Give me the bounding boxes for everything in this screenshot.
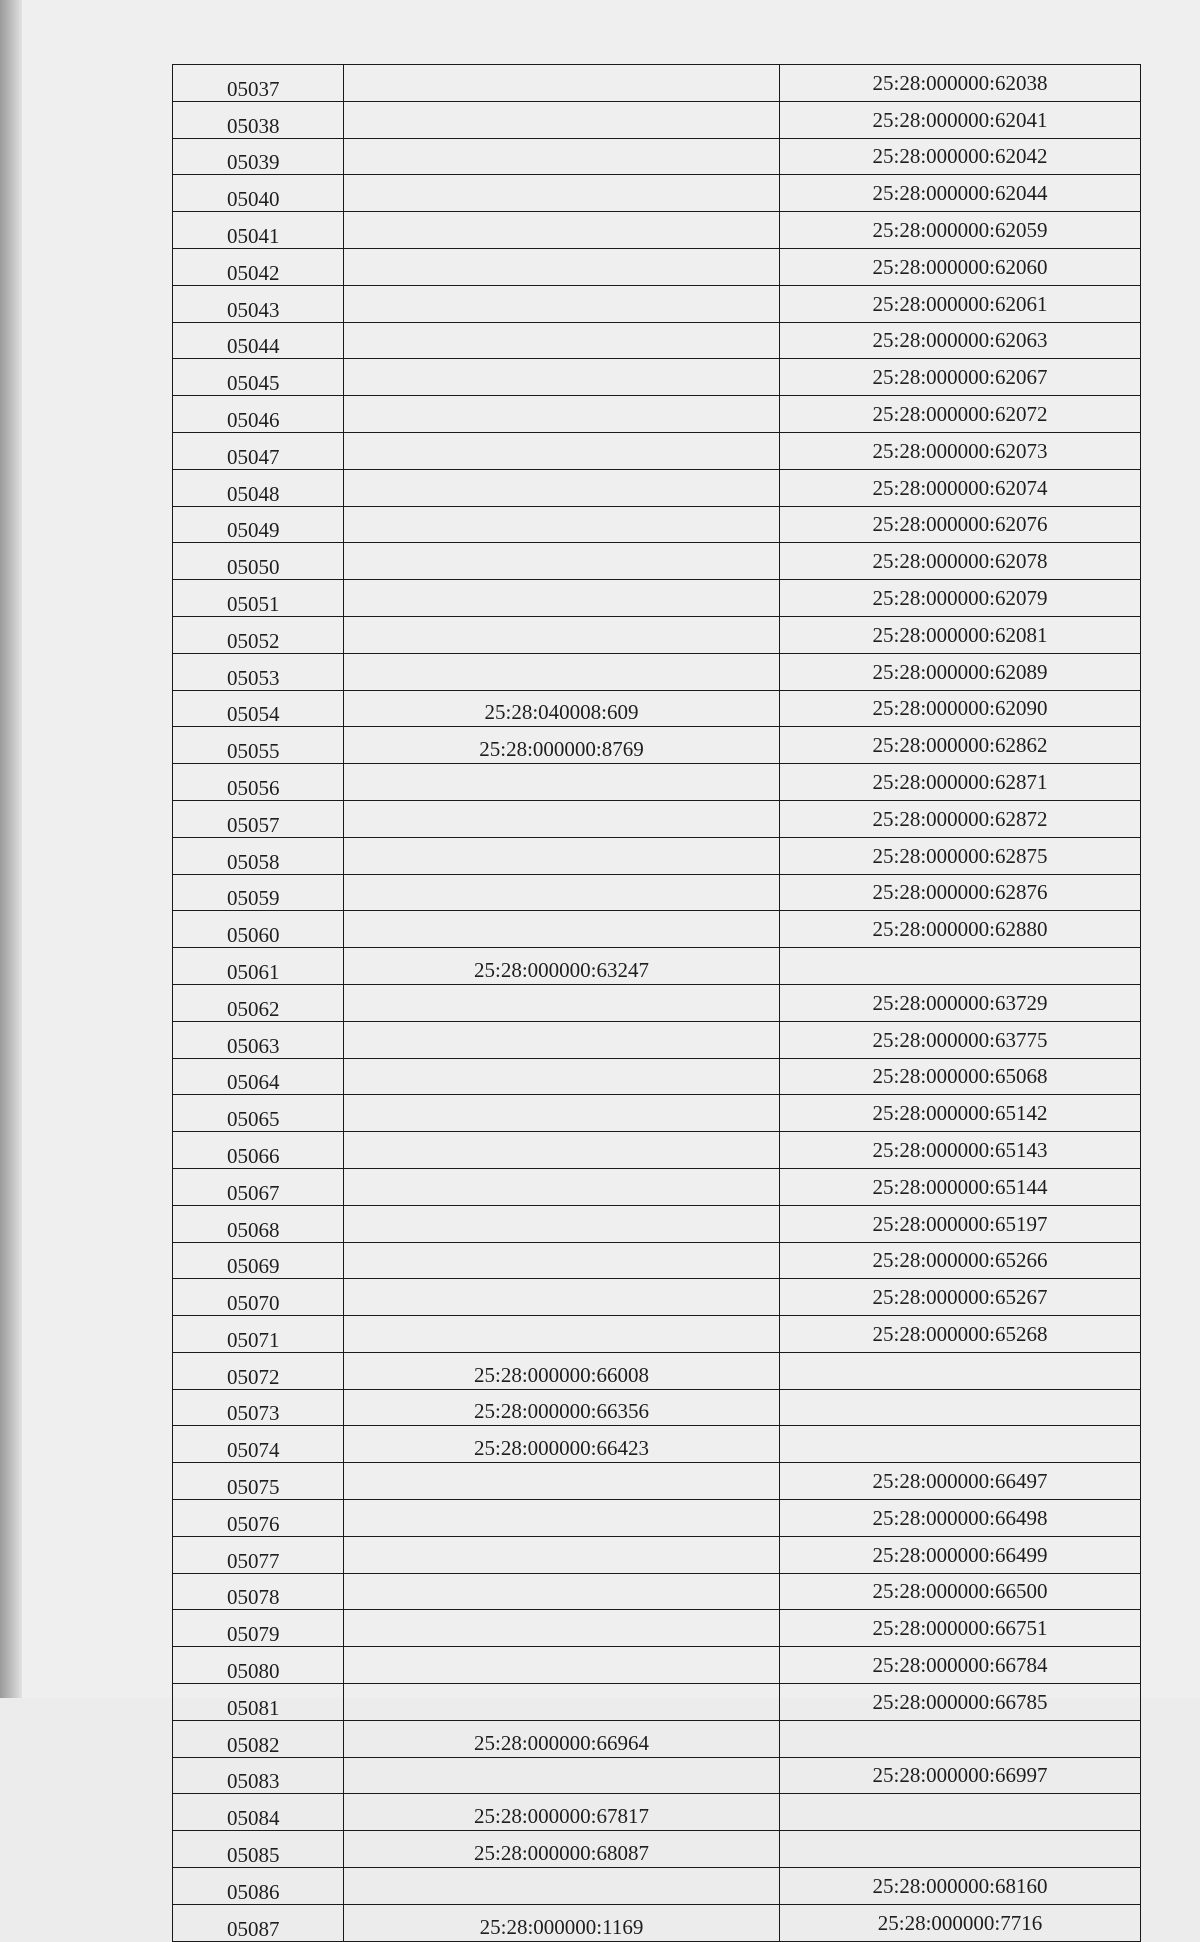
table-row <box>173 212 1141 249</box>
row-number-cell: 05057 <box>173 800 344 837</box>
cadastral-number-cell: 25:28:040008:609 <box>344 690 780 727</box>
cadastral-number-cell: 25:28:000000:68087 <box>344 1831 780 1868</box>
table-row <box>173 1168 1141 1205</box>
cadastral-number-cell <box>344 1500 780 1537</box>
related-cadastral-number-cell: 25:28:000000:63729 <box>780 984 1141 1021</box>
table-row <box>173 1647 1141 1684</box>
cadastral-number-cell <box>344 1132 780 1169</box>
table-row <box>173 1095 1141 1132</box>
cadastral-number-cell <box>344 1021 780 1058</box>
row-number-cell: 05059 <box>173 874 344 911</box>
cadastral-number-cell <box>344 1684 780 1721</box>
cadastral-number-cell <box>344 616 780 653</box>
related-cadastral-number-cell: 25:28:000000:62880 <box>780 911 1141 948</box>
row-number-cell: 05072 <box>173 1352 344 1389</box>
row-number-cell: 05064 <box>173 1058 344 1095</box>
related-cadastral-number-cell: 25:28:000000:66751 <box>780 1610 1141 1647</box>
table-row <box>173 1536 1141 1573</box>
table-row <box>173 1500 1141 1537</box>
cadastral-number-cell: 25:28:000000:66964 <box>344 1720 780 1757</box>
row-number-cell: 05050 <box>173 543 344 580</box>
cadastral-number-cell <box>344 1205 780 1242</box>
cadastral-table <box>172 64 1141 1942</box>
table-row <box>173 1205 1141 1242</box>
row-number-cell: 05058 <box>173 837 344 874</box>
row-number-cell: 05047 <box>173 432 344 469</box>
related-cadastral-number-cell: 25:28:000000:62042 <box>780 138 1141 175</box>
related-cadastral-number-cell: 25:28:000000:65068 <box>780 1058 1141 1095</box>
related-cadastral-number-cell: 25:28:000000:62078 <box>780 543 1141 580</box>
table-row <box>173 1831 1141 1868</box>
cadastral-number-cell <box>344 911 780 948</box>
table-body <box>173 65 1141 1942</box>
table-row <box>173 322 1141 359</box>
table-row <box>173 1316 1141 1353</box>
related-cadastral-number-cell: 25:28:000000:65144 <box>780 1168 1141 1205</box>
cadastral-number-cell <box>344 506 780 543</box>
cadastral-number-cell <box>344 874 780 911</box>
related-cadastral-number-cell: 25:28:000000:66498 <box>780 1500 1141 1537</box>
row-number-cell: 05068 <box>173 1205 344 1242</box>
cadastral-number-cell <box>344 1095 780 1132</box>
related-cadastral-number-cell: 25:28:000000:62061 <box>780 285 1141 322</box>
related-cadastral-number-cell: 25:28:000000:66500 <box>780 1573 1141 1610</box>
cadastral-number-cell <box>344 1168 780 1205</box>
table-row <box>173 727 1141 764</box>
cadastral-number-cell <box>344 1279 780 1316</box>
document-page <box>22 0 1200 1941</box>
related-cadastral-number-cell: 25:28:000000:66499 <box>780 1536 1141 1573</box>
cadastral-number-cell <box>344 653 780 690</box>
cadastral-number-cell <box>344 469 780 506</box>
cadastral-number-cell <box>344 175 780 212</box>
row-number-cell: 05046 <box>173 396 344 433</box>
row-number-cell: 05053 <box>173 653 344 690</box>
table-row <box>173 1021 1141 1058</box>
row-number-cell: 05084 <box>173 1794 344 1831</box>
cadastral-number-cell <box>344 580 780 617</box>
related-cadastral-number-cell: 25:28:000000:62041 <box>780 101 1141 138</box>
row-number-cell: 05037 <box>173 65 344 102</box>
row-number-cell: 05080 <box>173 1647 344 1684</box>
table-row <box>173 1757 1141 1794</box>
cadastral-number-cell <box>344 800 780 837</box>
row-number-cell: 05074 <box>173 1426 344 1463</box>
table-row <box>173 543 1141 580</box>
table-row <box>173 1389 1141 1426</box>
table-row <box>173 984 1141 1021</box>
cadastral-number-cell <box>344 1610 780 1647</box>
cadastral-number-cell <box>344 65 780 102</box>
row-number-cell: 05073 <box>173 1389 344 1426</box>
table-row <box>173 1242 1141 1279</box>
row-number-cell: 05070 <box>173 1279 344 1316</box>
cadastral-number-cell <box>344 1647 780 1684</box>
related-cadastral-number-cell: 25:28:000000:62074 <box>780 469 1141 506</box>
related-cadastral-number-cell: 25:28:000000:62060 <box>780 248 1141 285</box>
related-cadastral-number-cell: 25:28:000000:62876 <box>780 874 1141 911</box>
related-cadastral-number-cell: 25:28:000000:62038 <box>780 65 1141 102</box>
cadastral-number-cell: 25:28:000000:66356 <box>344 1389 780 1426</box>
related-cadastral-number-cell: 25:28:000000:62089 <box>780 653 1141 690</box>
table-row <box>173 1868 1141 1905</box>
scan-shadow-edge <box>0 0 22 1698</box>
table-row <box>173 874 1141 911</box>
table-row <box>173 1279 1141 1316</box>
cadastral-number-cell <box>344 359 780 396</box>
cadastral-number-cell <box>344 543 780 580</box>
related-cadastral-number-cell <box>780 1720 1141 1757</box>
cadastral-number-cell <box>344 1242 780 1279</box>
table-row <box>173 616 1141 653</box>
related-cadastral-number-cell: 25:28:000000:62044 <box>780 175 1141 212</box>
row-number-cell: 05041 <box>173 212 344 249</box>
table-row <box>173 580 1141 617</box>
row-number-cell: 05085 <box>173 1831 344 1868</box>
related-cadastral-number-cell <box>780 1352 1141 1389</box>
table-row <box>173 837 1141 874</box>
table-row <box>173 1794 1141 1831</box>
related-cadastral-number-cell: 25:28:000000:65267 <box>780 1279 1141 1316</box>
row-number-cell: 05086 <box>173 1868 344 1905</box>
table-row <box>173 1352 1141 1389</box>
row-number-cell: 05066 <box>173 1132 344 1169</box>
related-cadastral-number-cell: 25:28:000000:62073 <box>780 432 1141 469</box>
cadastral-number-cell <box>344 984 780 1021</box>
row-number-cell: 05038 <box>173 101 344 138</box>
cadastral-number-cell <box>344 1573 780 1610</box>
cadastral-number-cell <box>344 1757 780 1794</box>
table-row <box>173 911 1141 948</box>
table-row <box>173 138 1141 175</box>
table-row <box>173 285 1141 322</box>
row-number-cell: 05055 <box>173 727 344 764</box>
table-row <box>173 1684 1141 1721</box>
row-number-cell: 05083 <box>173 1757 344 1794</box>
related-cadastral-number-cell: 25:28:000000:63775 <box>780 1021 1141 1058</box>
related-cadastral-number-cell <box>780 948 1141 985</box>
related-cadastral-number-cell <box>780 1831 1141 1868</box>
row-number-cell: 05078 <box>173 1573 344 1610</box>
table-row <box>173 1610 1141 1647</box>
row-number-cell: 05054 <box>173 690 344 727</box>
table-row <box>173 1573 1141 1610</box>
cadastral-number-cell <box>344 432 780 469</box>
related-cadastral-number-cell: 25:28:000000:65268 <box>780 1316 1141 1353</box>
table-row <box>173 1904 1141 1941</box>
table-row <box>173 101 1141 138</box>
related-cadastral-number-cell: 25:28:000000:62090 <box>780 690 1141 727</box>
row-number-cell: 05081 <box>173 1684 344 1721</box>
row-number-cell: 05063 <box>173 1021 344 1058</box>
row-number-cell: 05042 <box>173 248 344 285</box>
row-number-cell: 05043 <box>173 285 344 322</box>
cadastral-number-cell: 25:28:000000:8769 <box>344 727 780 764</box>
row-number-cell: 05065 <box>173 1095 344 1132</box>
related-cadastral-number-cell: 25:28:000000:65266 <box>780 1242 1141 1279</box>
related-cadastral-number-cell: 25:28:000000:62862 <box>780 727 1141 764</box>
related-cadastral-number-cell: 25:28:000000:65143 <box>780 1132 1141 1169</box>
row-number-cell: 05044 <box>173 322 344 359</box>
table-row <box>173 175 1141 212</box>
row-number-cell: 05061 <box>173 948 344 985</box>
table-row <box>173 359 1141 396</box>
cadastral-number-cell <box>344 322 780 359</box>
row-number-cell: 05076 <box>173 1500 344 1537</box>
row-number-cell: 05087 <box>173 1904 344 1941</box>
table-row <box>173 653 1141 690</box>
cadastral-number-cell <box>344 212 780 249</box>
related-cadastral-number-cell <box>780 1426 1141 1463</box>
related-cadastral-number-cell: 25:28:000000:62079 <box>780 580 1141 617</box>
cadastral-number-cell <box>344 285 780 322</box>
cadastral-number-cell <box>344 396 780 433</box>
table-row <box>173 65 1141 102</box>
related-cadastral-number-cell: 25:28:000000:66997 <box>780 1757 1141 1794</box>
table-row <box>173 690 1141 727</box>
row-number-cell: 05040 <box>173 175 344 212</box>
table-row <box>173 948 1141 985</box>
row-number-cell: 05039 <box>173 138 344 175</box>
table-row <box>173 396 1141 433</box>
cadastral-number-cell <box>344 837 780 874</box>
related-cadastral-number-cell <box>780 1794 1141 1831</box>
related-cadastral-number-cell: 25:28:000000:62067 <box>780 359 1141 396</box>
cadastral-number-cell: 25:28:000000:67817 <box>344 1794 780 1831</box>
cadastral-number-cell: 25:28:000000:66423 <box>344 1426 780 1463</box>
row-number-cell: 05052 <box>173 616 344 653</box>
table-row <box>173 1720 1141 1757</box>
row-number-cell: 05082 <box>173 1720 344 1757</box>
row-number-cell: 05048 <box>173 469 344 506</box>
row-number-cell: 05062 <box>173 984 344 1021</box>
row-number-cell: 05049 <box>173 506 344 543</box>
cadastral-number-cell <box>344 1463 780 1500</box>
table-row <box>173 1463 1141 1500</box>
table-row <box>173 800 1141 837</box>
table-row <box>173 1132 1141 1169</box>
table-row <box>173 432 1141 469</box>
row-number-cell: 05051 <box>173 580 344 617</box>
related-cadastral-number-cell: 25:28:000000:65142 <box>780 1095 1141 1132</box>
cadastral-number-cell: 25:28:000000:1169 <box>344 1904 780 1941</box>
cadastral-number-cell <box>344 1536 780 1573</box>
row-number-cell: 05045 <box>173 359 344 396</box>
cadastral-number-cell <box>344 138 780 175</box>
related-cadastral-number-cell: 25:28:000000:68160 <box>780 1868 1141 1905</box>
cadastral-number-cell <box>344 764 780 801</box>
related-cadastral-number-cell: 25:28:000000:62076 <box>780 506 1141 543</box>
table-row <box>173 764 1141 801</box>
row-number-cell: 05079 <box>173 1610 344 1647</box>
row-number-cell: 05075 <box>173 1463 344 1500</box>
table-row <box>173 1058 1141 1095</box>
table-row <box>173 469 1141 506</box>
cadastral-number-cell <box>344 1058 780 1095</box>
cadastral-number-cell <box>344 1868 780 1905</box>
related-cadastral-number-cell: 25:28:000000:66784 <box>780 1647 1141 1684</box>
row-number-cell: 05077 <box>173 1536 344 1573</box>
table-row <box>173 1426 1141 1463</box>
related-cadastral-number-cell: 25:28:000000:7716 <box>780 1904 1141 1941</box>
row-number-cell: 05071 <box>173 1316 344 1353</box>
row-number-cell: 05067 <box>173 1168 344 1205</box>
cadastral-number-cell: 25:28:000000:63247 <box>344 948 780 985</box>
table-row <box>173 506 1141 543</box>
cadastral-number-cell <box>344 248 780 285</box>
related-cadastral-number-cell <box>780 1389 1141 1426</box>
related-cadastral-number-cell: 25:28:000000:66497 <box>780 1463 1141 1500</box>
row-number-cell: 05060 <box>173 911 344 948</box>
related-cadastral-number-cell: 25:28:000000:62872 <box>780 800 1141 837</box>
cadastral-number-cell <box>344 1316 780 1353</box>
row-number-cell: 05069 <box>173 1242 344 1279</box>
related-cadastral-number-cell: 25:28:000000:66785 <box>780 1684 1141 1721</box>
cadastral-number-cell <box>344 101 780 138</box>
related-cadastral-number-cell: 25:28:000000:62871 <box>780 764 1141 801</box>
related-cadastral-number-cell: 25:28:000000:62875 <box>780 837 1141 874</box>
related-cadastral-number-cell: 25:28:000000:62072 <box>780 396 1141 433</box>
table-row <box>173 248 1141 285</box>
row-number-cell: 05056 <box>173 764 344 801</box>
related-cadastral-number-cell: 25:28:000000:62081 <box>780 616 1141 653</box>
related-cadastral-number-cell: 25:28:000000:62063 <box>780 322 1141 359</box>
related-cadastral-number-cell: 25:28:000000:62059 <box>780 212 1141 249</box>
cadastral-number-cell: 25:28:000000:66008 <box>344 1352 780 1389</box>
related-cadastral-number-cell: 25:28:000000:65197 <box>780 1205 1141 1242</box>
